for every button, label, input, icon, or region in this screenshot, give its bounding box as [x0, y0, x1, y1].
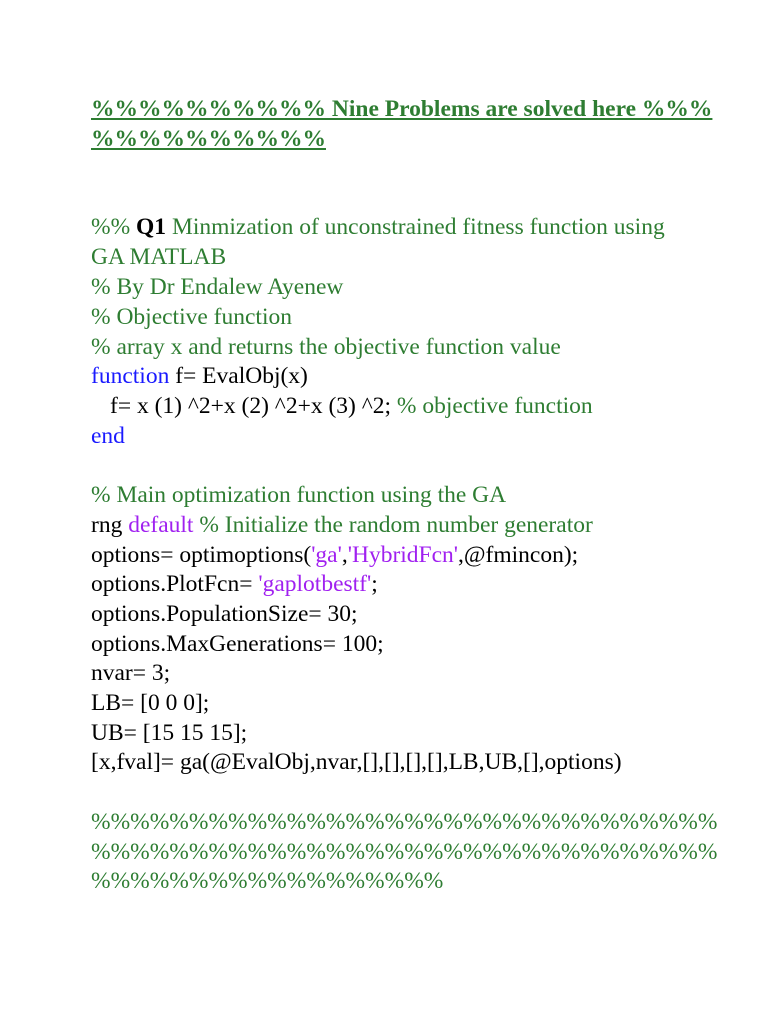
- main-comment: % Main optimization function using the GA: [91, 482, 507, 508]
- function-body: [110, 391, 593, 421]
- header-line-2: %%%%%%%%%%: [91, 126, 326, 152]
- footer-line-2: %%%%%%%%%%%%%%%%%%%%%%%%%%%%%%%%: [91, 839, 718, 865]
- function-keyword: function: [91, 363, 170, 389]
- rng-line: [91, 510, 593, 540]
- header-line-1: %%%%%%%%%% Nine Problems are solved here %%%: [91, 96, 713, 122]
- function-signature: f= EvalObj(x): [169, 363, 308, 389]
- plot-string: 'gaplotbestf': [258, 571, 372, 597]
- function-body-code: f= x (1) ^2+x (2) ^2+x (3) ^2;: [110, 393, 397, 419]
- rng-comment: % Initialize the random number generator: [193, 512, 593, 538]
- author-comment: % By Dr Endalew Ayenew: [91, 274, 344, 300]
- nvar-line: nvar= 3;: [91, 660, 171, 686]
- plotfcn-line: [91, 569, 378, 599]
- lb-line: LB= [0 0 0];: [91, 690, 210, 716]
- q1-title-prefix: %%: [91, 214, 137, 240]
- plot-prefix: options.PlotFcn=: [91, 571, 259, 597]
- optimoptions-line: [91, 540, 578, 570]
- opt-prefix: options= optimoptions(: [91, 542, 312, 568]
- q1-label: Q1: [136, 214, 167, 240]
- array-comment: % array x and returns the objective function value: [91, 334, 561, 360]
- q1-title: [91, 212, 665, 242]
- maxgen-line: options.MaxGenerations= 100;: [91, 631, 384, 657]
- objective-comment: % Objective function: [91, 304, 292, 330]
- footer-line-1: %%%%%%%%%%%%%%%%%%%%%%%%%%%%%%%%: [91, 809, 718, 835]
- q1-title-rest: Minmization of unconstrained fitness function using: [166, 214, 665, 240]
- function-declaration: [91, 361, 308, 391]
- plot-end: ;: [371, 571, 378, 597]
- rng-code: rng: [91, 512, 129, 538]
- footer-line-3: %%%%%%%%%%%%%%%%%%: [91, 868, 444, 894]
- function-body-comment: % objective function: [396, 393, 593, 419]
- ub-line: UB= [15 15 15];: [91, 720, 248, 746]
- opt-rest: ,@fmincon);: [458, 542, 579, 568]
- population-line: options.PopulationSize= 30;: [91, 601, 358, 627]
- q1-title-line-2: GA MATLAB: [91, 244, 227, 270]
- ga-call-line: [x,fval]= ga(@EvalObj,nvar,[],[],[],[],LB,UB,[],options): [91, 749, 622, 775]
- opt-ga-string: 'ga': [311, 542, 342, 568]
- end-keyword: end: [91, 423, 125, 449]
- opt-hybrid-string: 'HybridFcn': [347, 542, 459, 568]
- rng-default: default: [128, 512, 194, 538]
- opt-comma: ,: [341, 542, 348, 568]
